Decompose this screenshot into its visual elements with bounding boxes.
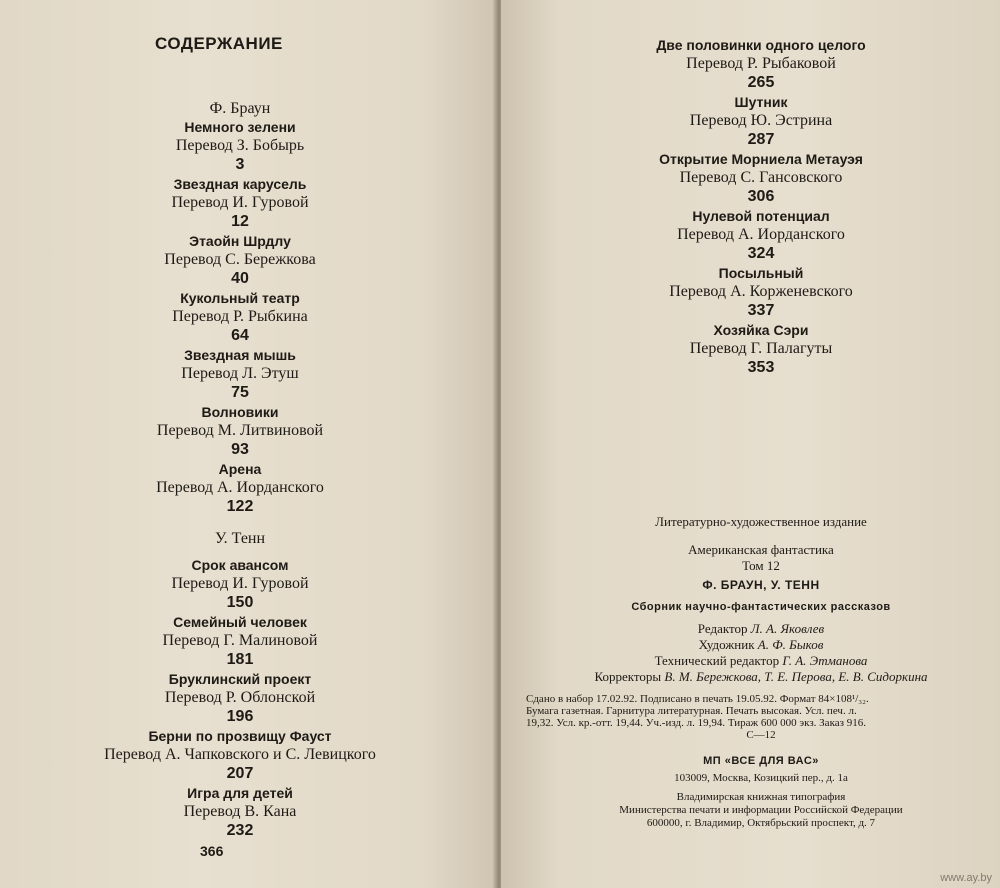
page-ref: 181 <box>226 651 254 668</box>
story-title: Арена <box>218 461 262 477</box>
page-ref: 93 <box>231 441 249 458</box>
credits-block <box>521 621 1000 685</box>
story-title: Игра для детей <box>187 785 293 801</box>
toc-entry <box>40 556 440 613</box>
story-title: Звездная карусель <box>173 176 307 192</box>
author-name: У. Тенн <box>214 530 266 547</box>
translator-credit: Перевод С. Бережкова <box>164 251 316 268</box>
page-ref: 353 <box>747 359 775 376</box>
story-title: Кукольный театр <box>180 290 300 306</box>
toc-entry <box>521 207 1000 264</box>
toc-entry <box>40 727 440 784</box>
toc-entry <box>521 150 1000 207</box>
page-ref: 196 <box>226 708 254 725</box>
watermark: www.ay.by <box>940 872 992 884</box>
page-ref: 75 <box>231 384 249 401</box>
translator-credit: Перевод А. Чапковского и С. Левицкого <box>104 746 376 763</box>
story-title: Немного зелени <box>184 119 296 135</box>
printer-line: Министерства печати и информации Российской Федерации <box>619 804 903 816</box>
story-title: Звездная мышь <box>184 347 296 363</box>
toc-entry <box>521 93 1000 150</box>
page-ref: 40 <box>231 270 249 287</box>
translator-credit: Перевод Л. Этуш <box>181 365 299 382</box>
pub-data-line: С—12 <box>746 729 776 741</box>
translator-credit: Перевод Ю. Эстрина <box>689 112 833 129</box>
translator-credit: Перевод А. Иорданского <box>156 479 324 496</box>
page-ref: 324 <box>747 245 775 262</box>
toc-entry <box>40 670 440 727</box>
page-ref: 232 <box>226 822 254 839</box>
page-ref: 306 <box>747 188 775 205</box>
page-ref: 3 <box>235 156 245 173</box>
toc-entry <box>40 289 440 346</box>
book-authors: Ф. БРАУН, У. ТЕНН <box>702 578 820 592</box>
page-ref: 12 <box>231 213 249 230</box>
translator-credit: Перевод Р. Облонской <box>164 689 316 706</box>
story-title: Бруклинский проект <box>168 671 312 687</box>
proofreaders-label: Корректоры <box>594 669 662 684</box>
toc-section-brown <box>40 118 440 517</box>
translator-credit: Перевод А. Иорданского <box>677 226 845 243</box>
translator-credit: Перевод Р. Рыбаковой <box>686 55 836 72</box>
left-page <box>0 0 497 888</box>
toc-entry <box>40 784 440 841</box>
toc-entry <box>521 321 1000 378</box>
page-ref: 337 <box>747 302 775 319</box>
author-name: Ф. Браун <box>209 100 271 117</box>
toc-entry <box>40 346 440 403</box>
translator-credit: Перевод Р. Рыбкина <box>172 308 308 325</box>
story-title: Срок авансом <box>191 557 289 573</box>
story-title: Волновики <box>201 404 279 420</box>
printer-line: Владимирская книжная типография <box>676 791 846 803</box>
right-page <box>501 0 1000 888</box>
publisher-name: МП «ВСЕ ДЛЯ ВАС» <box>703 755 819 767</box>
toc-section-tenn <box>40 556 440 841</box>
toc-entry <box>40 232 440 289</box>
page-ref: 265 <box>747 74 775 91</box>
page-number: 366 <box>200 843 224 859</box>
publication-data <box>526 693 996 741</box>
pub-data-line: Сдано в набор 17.02.92. Подписано в печать 19.05.92. Формат 84×108¹/₃₂. <box>526 693 869 705</box>
translator-credit: Перевод Г. Малиновой <box>162 632 318 649</box>
artist-label: Художник <box>698 637 755 652</box>
artist-credit <box>521 637 1000 653</box>
translator-credit: Перевод М. Литвиновой <box>156 422 324 439</box>
pub-data-line: 19,32. Усл. кр.-отт. 19,44. Уч.-изд. л. 19,94. Тираж 600 000 экз. Заказ 916. <box>526 717 866 729</box>
toc-entry <box>521 36 1000 93</box>
imprint-block <box>521 514 1000 830</box>
toc-entry <box>40 403 440 460</box>
tech-editor-name: Г. А. Этманова <box>782 653 868 668</box>
editor-name: Л. А. Яковлев <box>750 621 825 636</box>
story-title: Посыльный <box>718 265 804 281</box>
story-title: Этаойн Шрдлу <box>189 233 291 249</box>
toc-entry <box>521 264 1000 321</box>
story-title: Нулевой потенциал <box>692 208 830 224</box>
toc-entry <box>40 175 440 232</box>
toc-column-right <box>521 36 1000 378</box>
printer-line: 600000, г. Владимир, Октябрьский проспект, д. 7 <box>646 817 876 829</box>
toc-column-left <box>40 99 440 841</box>
proofreaders-credit <box>521 669 1000 685</box>
story-title: Две половинки одного целого <box>656 37 866 53</box>
publisher-address: 103009, Москва, Козицкий пер., д. 1а <box>674 772 848 784</box>
artist-name: А. Ф. Быков <box>757 637 824 652</box>
series-name: Американская фантастика <box>688 542 834 557</box>
publisher-block <box>521 755 1000 830</box>
volume-number: Том 12 <box>742 558 780 573</box>
page-ref: 287 <box>747 131 775 148</box>
translator-credit: Перевод И. Гуровой <box>171 194 309 211</box>
story-title: Берни по прозвищу Фауст <box>148 728 332 744</box>
tech-editor-credit <box>521 653 1000 669</box>
story-title: Хозяйка Сэри <box>713 322 809 338</box>
book-subtitle: Сборник научно-фантастических рассказов <box>631 601 891 613</box>
story-title: Семейный человек <box>173 614 307 630</box>
page-ref: 150 <box>226 594 254 611</box>
story-title: Открытие Морниела Метауэя <box>659 151 863 167</box>
toc-section-tenn-continued <box>521 36 1000 378</box>
edition-type: Литературно-художественное издание <box>655 514 867 529</box>
translator-credit: Перевод А. Корженевского <box>669 283 853 300</box>
toc-heading: СОДЕРЖАНИЕ <box>155 34 283 53</box>
page-ref: 207 <box>226 765 254 782</box>
page-ref: 122 <box>226 498 254 515</box>
toc-entry <box>40 613 440 670</box>
story-title: Шутник <box>734 94 788 110</box>
translator-credit: Перевод В. Кана <box>183 803 297 820</box>
tech-editor-label: Технический редактор <box>654 653 780 668</box>
translator-credit: Перевод С. Гансовского <box>679 169 843 186</box>
pub-data-line: Бумага газетная. Гарнитура литературная. Печать высокая. Усл. печ. л. <box>526 705 857 717</box>
editor-credit <box>521 621 1000 637</box>
toc-entry <box>40 118 440 175</box>
translator-credit: Перевод З. Бобырь <box>175 137 305 154</box>
translator-credit: Перевод Г. Палагуты <box>689 340 833 357</box>
editor-label: Редактор <box>697 621 748 636</box>
toc-entry <box>40 460 440 517</box>
translator-credit: Перевод И. Гуровой <box>171 575 309 592</box>
proofreaders-names: В. М. Бережкова, Т. Е. Перова, Е. В. Сидоркина <box>664 669 928 684</box>
page-ref: 64 <box>231 327 249 344</box>
